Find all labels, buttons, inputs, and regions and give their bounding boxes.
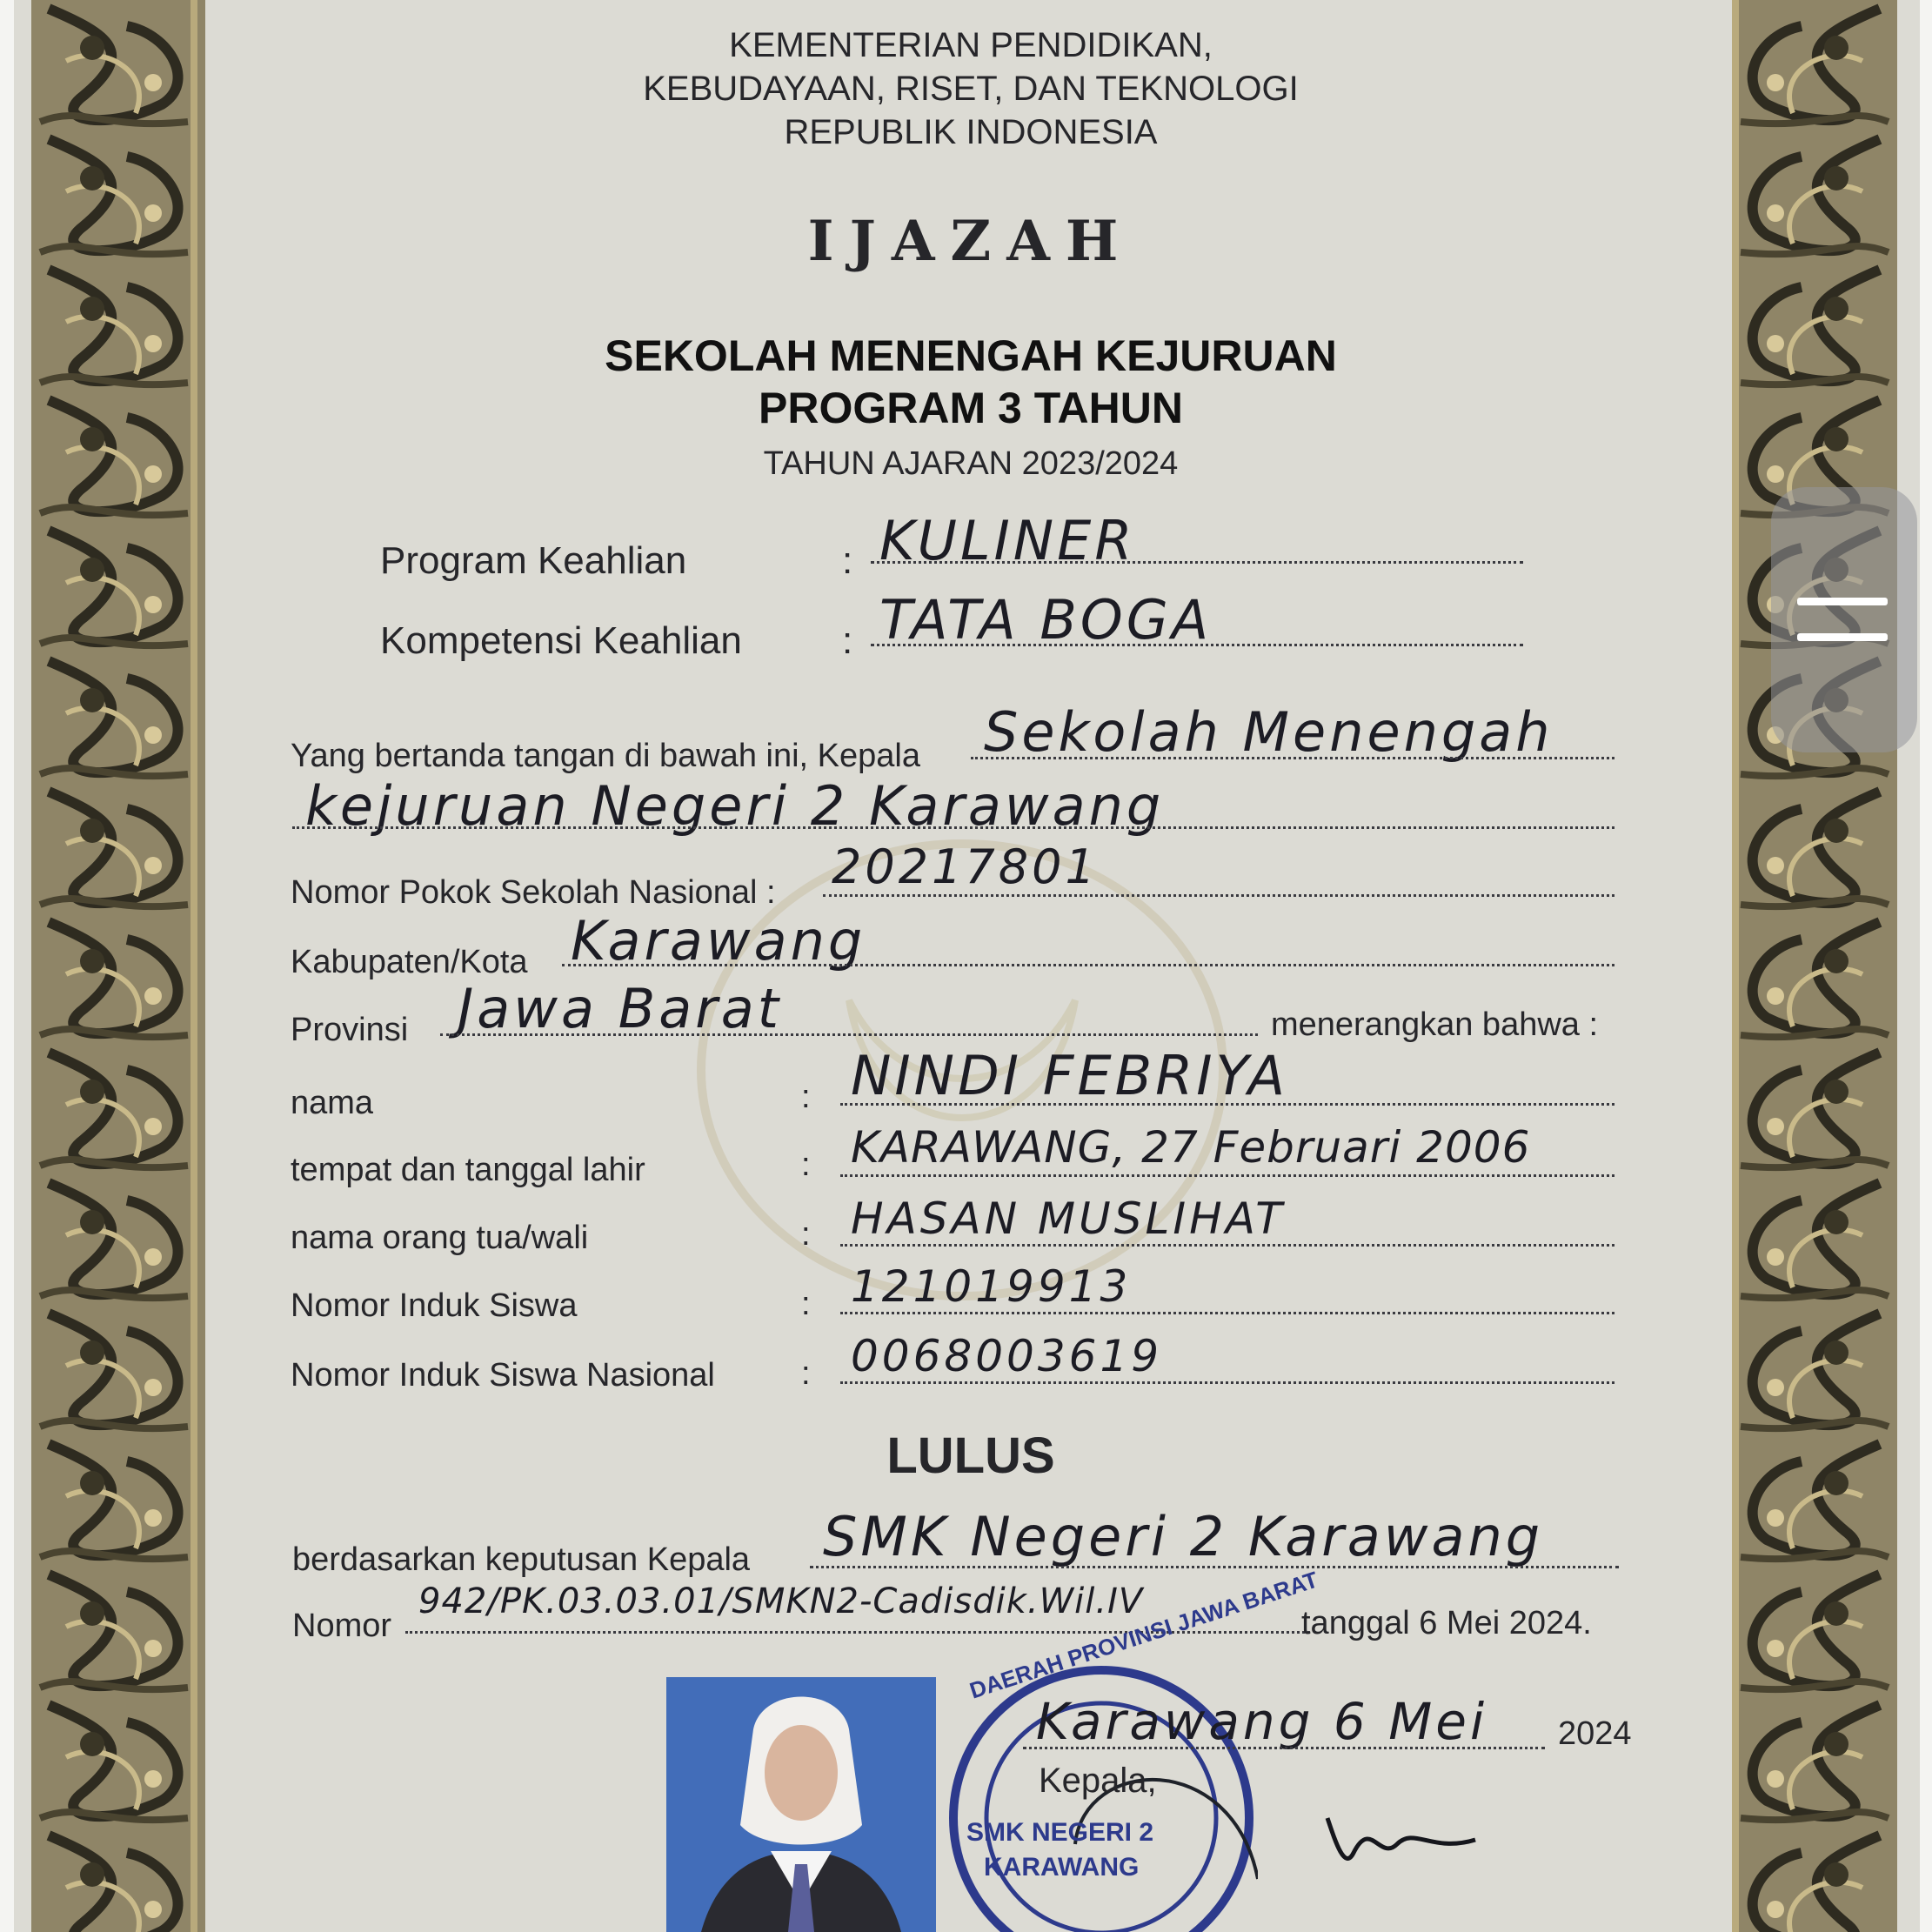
ttl-value: KARAWANG, 27 Februari 2006 <box>851 1122 1531 1173</box>
provinsi-value: Jawa Barat <box>458 977 783 1040</box>
orang-tua-value: HASAN MUSLIHAT <box>851 1193 1286 1244</box>
nisn-value: 0068003619 <box>851 1331 1163 1381</box>
colon: : <box>801 1355 811 1392</box>
npsn-value: 20217801 <box>832 839 1099 894</box>
stamp-line-1: SMK NEGERI 2 <box>966 1818 1154 1847</box>
dotted-line <box>840 1174 1614 1177</box>
dotted-line <box>871 644 1523 646</box>
ministry-line-2: KEBUDAYAAN, RISET, DAN TEKNOLOGI <box>643 70 1299 108</box>
dotted-line <box>840 1312 1614 1314</box>
dotted-line <box>440 1033 1258 1036</box>
signature-role: Kepala, <box>1039 1762 1157 1800</box>
dotted-line <box>840 1244 1614 1247</box>
decision-date: tanggal 6 Mei 2024. <box>1301 1605 1592 1641</box>
signature-year: 2024 <box>1558 1715 1632 1752</box>
document-title: IJAZAH <box>807 209 1134 274</box>
dotted-line <box>971 757 1614 759</box>
right-margin <box>1920 0 1932 1932</box>
kepala-value-line-1: Sekolah Menengah <box>984 700 1554 764</box>
program-keahlian-label: Program Keahlian <box>380 539 687 582</box>
dotted-line <box>840 1103 1614 1106</box>
dotted-line <box>1023 1747 1545 1749</box>
dotted-line <box>823 894 1614 897</box>
nama-value: NINDI FEBRIYA <box>851 1044 1288 1107</box>
school-type: SEKOLAH MENENGAH KEJURUAN <box>605 331 1337 380</box>
nis-value: 121019913 <box>851 1261 1132 1312</box>
ministry-line-3: REPUBLIK INDONESIA <box>784 113 1158 151</box>
decision-school: SMK Negeri 2 Karawang <box>823 1505 1544 1568</box>
menu-icon-bar <box>1797 633 1888 641</box>
right-ornament-border <box>1732 0 1897 1932</box>
dotted-line <box>292 826 1614 829</box>
dotted-line <box>810 1566 1619 1568</box>
program-duration: PROGRAM 3 TAHUN <box>759 384 1183 432</box>
kabupaten-value: Karawang <box>571 909 866 973</box>
dotted-line <box>840 1381 1614 1384</box>
decision-nomor-value: 942/PK.03.03.01/SMKN2-Cadisdik.Wil.IV <box>418 1581 1144 1621</box>
nama-label: nama <box>291 1085 374 1121</box>
kepala-value-line-2: kejuruan Negeri 2 Karawang <box>305 774 1165 838</box>
handwritten-signature <box>1319 1809 1493 1879</box>
colon: : <box>801 1216 811 1253</box>
decision-nomor-label: Nomor <box>292 1608 392 1644</box>
academic-year: TAHUN AJARAN 2023/2024 <box>763 445 1179 482</box>
signature-place-date: Karawang 6 Mei <box>1036 1692 1488 1751</box>
program-keahlian-value: KULINER <box>879 509 1136 572</box>
left-margin <box>0 0 14 1932</box>
menu-icon-bar <box>1797 598 1888 605</box>
ministry-line-1: KEMENTERIAN PENDIDIKAN, <box>729 26 1213 64</box>
kompetensi-keahlian-value: TATA BOGA <box>879 588 1213 652</box>
colon: : <box>801 1146 811 1183</box>
dotted-line <box>562 964 1614 966</box>
kabupaten-label: Kabupaten/Kota <box>291 944 528 980</box>
nis-label: Nomor Induk Siswa <box>291 1287 578 1324</box>
stamp-ring-text: DAERAH PROVINSI JAWA BARAT <box>966 1566 1321 1704</box>
colon: : <box>842 539 853 582</box>
colon: : <box>801 1286 811 1322</box>
colon: : <box>801 1079 811 1115</box>
certificate-paper <box>14 0 1920 1932</box>
floating-menu-button[interactable] <box>1771 487 1917 752</box>
kepala-intro: Yang bertanda tangan di bawah ini, Kepala <box>291 738 920 774</box>
stamp-line-2: KARAWANG <box>984 1853 1140 1882</box>
decision-intro: berdasarkan keputusan Kepala <box>292 1541 751 1578</box>
student-photo <box>666 1677 936 1932</box>
result-status: LULUS <box>886 1427 1055 1484</box>
dotted-line <box>871 561 1523 564</box>
orang-tua-label: nama orang tua/wali <box>291 1220 589 1256</box>
ttl-label: tempat dan tanggal lahir <box>291 1152 645 1188</box>
nisn-label: Nomor Induk Siswa Nasional <box>291 1357 715 1394</box>
npsn-label: Nomor Pokok Sekolah Nasional : <box>291 874 776 911</box>
left-ornament-border <box>31 0 205 1932</box>
colon: : <box>842 619 853 662</box>
kompetensi-keahlian-label: Kompetensi Keahlian <box>380 619 742 662</box>
provinsi-label: Provinsi <box>291 1012 409 1048</box>
menerangkan-text: menerangkan bahwa : <box>1271 1006 1599 1043</box>
